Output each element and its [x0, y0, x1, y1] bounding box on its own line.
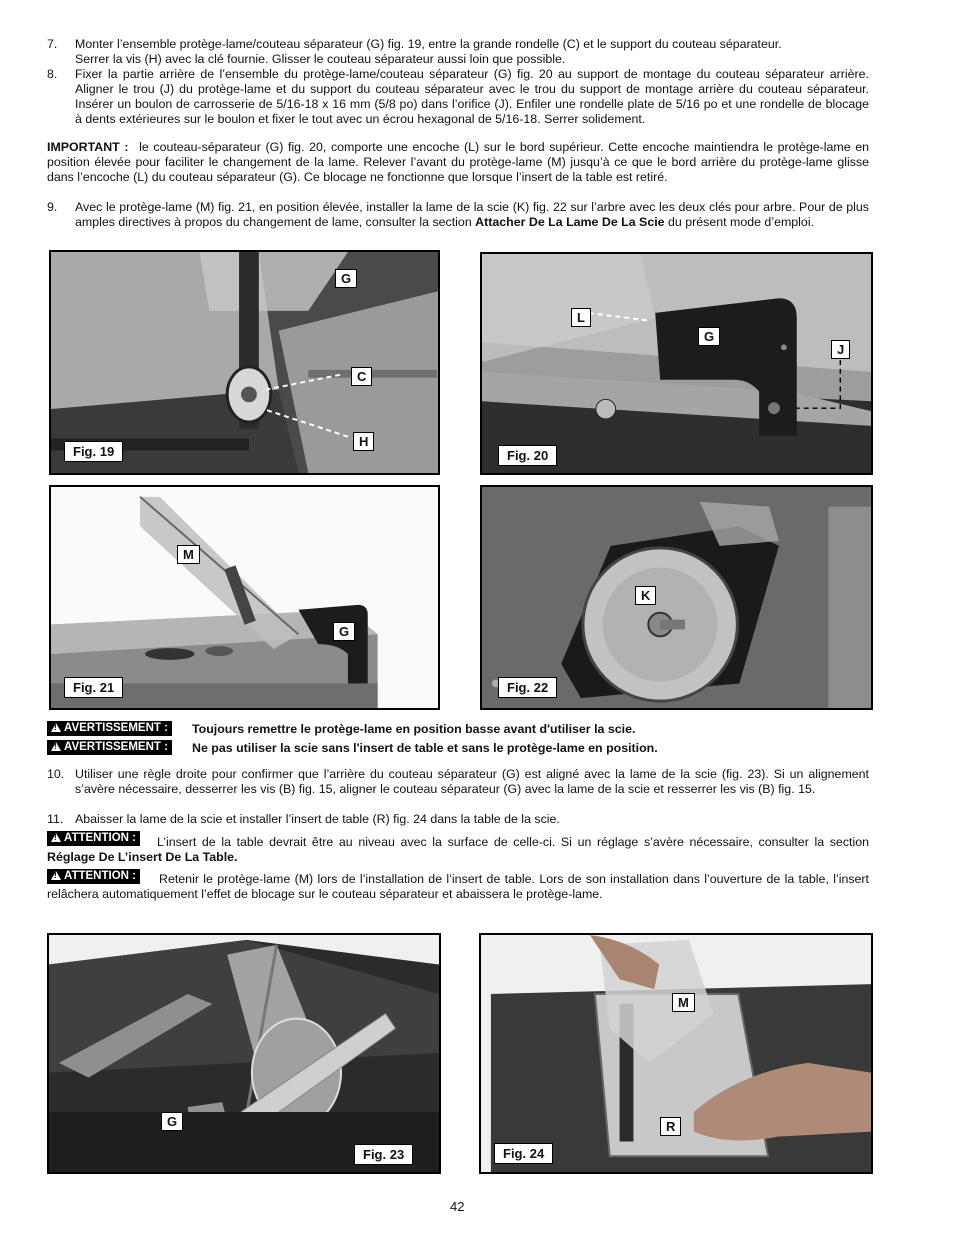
step-11-number: 11.	[47, 812, 64, 826]
figure-22-label-k: K	[635, 586, 656, 605]
figure-21-label-g: G	[333, 622, 355, 641]
warning-badge-1	[47, 721, 172, 736]
step-10-text: Utiliser une règle droite pour confirmer que l’arrière du couteau séparateur (G) est aligné avec la lame de la scie (fig. 23). Si un alignement s’avère nécessaire, desserrer les vis (B) fig. 15, aligner le couteau séparateur (G) avec la lame de la scie et resserrer les vis (B) fig. 15.	[75, 767, 869, 796]
attention-text-2: Retenir le protège-lame (M) lors de l’installation de l’insert de table. Lors de son installation dans l’ouverture de la table, l’insert relâchera automatiquement l’effet de blocage sur le couteau séparateur et abaissera le protège-lame.	[47, 872, 869, 901]
figure-22-caption: Fig. 22	[498, 677, 557, 698]
step-7-number: 7.	[47, 37, 58, 51]
page-number: 42	[450, 1199, 465, 1214]
figure-23-caption: Fig. 23	[354, 1144, 413, 1165]
warning-icon	[51, 742, 61, 751]
figure-19-caption: Fig. 19	[64, 441, 123, 462]
figure-21-photo	[51, 487, 438, 708]
warning-badge-1-label: AVERTISSEMENT :	[64, 722, 168, 734]
warning-text-1: Toujours remettre le protège-lame en position basse avant d'utiliser la scie.	[192, 722, 636, 736]
warning-icon	[51, 723, 61, 732]
attention-text-1-section-ref: Réglage De L’insert De La Table.	[47, 850, 238, 864]
figure-24-label-m: M	[672, 993, 695, 1012]
figure-21	[49, 485, 440, 710]
figure-20	[480, 252, 873, 475]
figure-20-label-l: L	[571, 308, 591, 327]
figure-22-photo	[482, 487, 871, 708]
figure-22	[480, 485, 873, 710]
step-9-body: Avec le protège-lame (M) fig. 21, en position élevée, installer la lame de la scie (K) fig. 22 sur l’arbre avec les deux clés pour arbre. Pour de plus amples directives à propos du changement de lame, consulter la section	[75, 200, 869, 229]
warning-text-2: Ne pas utiliser la scie sans l'insert de table et sans le protège-lame en position.	[192, 741, 658, 755]
figure-19-label-h: H	[353, 432, 374, 451]
figure-20-label-g: G	[698, 327, 720, 346]
attention-text-1-body: L’insert de la table devrait être au niveau avec la surface de celle-ci. Si un réglage s’avère nécessaire, consulter la section	[157, 835, 869, 849]
step-11-text: Abaisser la lame de la scie et installer l’insert de table (R) fig. 24 dans la table de la scie.	[75, 812, 560, 826]
step-9-section-ref: Attacher De La Lame De La Scie	[475, 215, 665, 229]
step-9-number: 9.	[47, 200, 58, 214]
figure-21-caption: Fig. 21	[64, 677, 123, 698]
figure-24-label-r: R	[660, 1117, 681, 1136]
step-8-text: Fixer la partie arrière de l’ensemble du protège-lame/couteau séparateur (G) fig. 20 au support de montage du couteau séparateur arrière. Aligner le trou (J) du protège-lame et du support du couteau séparateur avec le trou du support de montage arrière du couteau séparateur. Insérer un boulon de carrosserie de 5/16-18 x 16 mm (5/8 po) dans l’orifice (J). Enfiler une rondelle plate de 5/16 po et une rondelle de blocage à dents extérieures sur le boulon et fixer le tout avec un écrou hexagonal de 5/16-18. Serrer solidement.	[75, 67, 869, 126]
step-9-text	[75, 200, 869, 230]
important-label: IMPORTANT :	[47, 140, 129, 154]
attention-badge-1-label: ATTENTION :	[64, 832, 136, 844]
figure-20-photo	[482, 254, 871, 473]
attention-badge-2-label: ATTENTION :	[64, 870, 136, 882]
figure-23-label-g: G	[161, 1112, 183, 1131]
step-9-tail: du présent mode d’emploi.	[668, 215, 815, 229]
warning-badge-2-label: AVERTISSEMENT :	[64, 741, 168, 753]
important-text: le couteau-séparateur (G) fig. 20, comporte une encoche (L) sur le bord supérieur. Cette encoche maintiendra le protège-lame en position élevée pour faciliter le changement de la lame. Relever l’avant du protège-lame (M) jusqu’à ce que le bord arrière du protège-lame glisse dans l’encoche (L) du couteau séparateur (G). Ce blocage ne fonctionne que lorsque l’insert de la table est retiré.	[47, 140, 870, 184]
figure-23-photo	[49, 935, 439, 1172]
step-7-line-2: Serrer la vis (H) avec la clé fournie. Glisser le couteau séparateur aussi loin que possible.	[75, 52, 566, 66]
important-note	[47, 140, 869, 185]
warning-badge-2	[47, 740, 172, 755]
attention-text-1	[47, 835, 869, 865]
figure-19	[49, 250, 440, 475]
step-7-line-1: Monter l’ensemble protège-lame/couteau séparateur (G) fig. 19, entre la grande rondelle (C) et le support du couteau séparateur.	[75, 37, 782, 51]
figure-24	[479, 933, 873, 1174]
step-8-number: 8.	[47, 67, 58, 81]
figure-23	[47, 933, 441, 1174]
figure-19-photo	[51, 252, 438, 473]
figure-24-caption: Fig. 24	[494, 1143, 553, 1164]
figure-24-photo	[481, 935, 871, 1172]
figure-21-label-m: M	[177, 545, 200, 564]
figure-19-label-g: G	[335, 269, 357, 288]
figure-20-caption: Fig. 20	[498, 445, 557, 466]
figure-19-label-c: C	[351, 367, 372, 386]
step-10-number: 10.	[47, 767, 65, 781]
figure-20-label-j: J	[831, 340, 850, 359]
